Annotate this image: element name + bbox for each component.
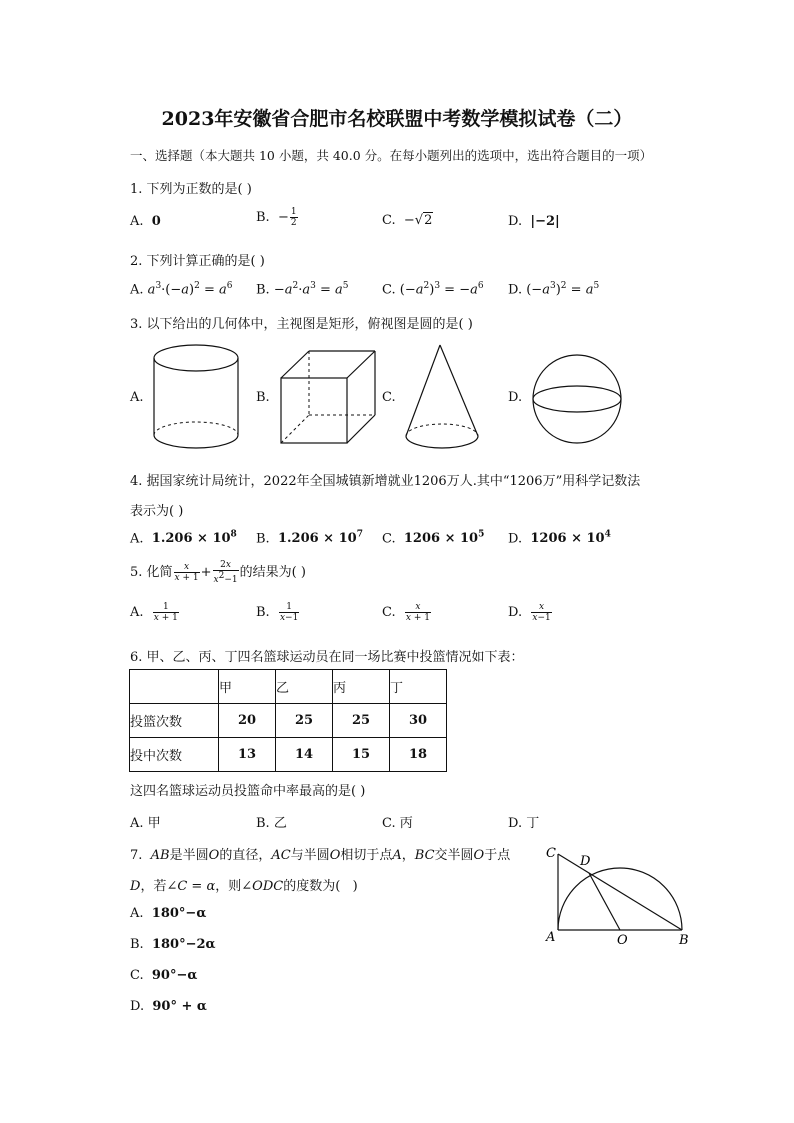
shooting-stats-table — [129, 669, 447, 772]
option-label: D. — [508, 282, 523, 298]
q7-option-d[interactable] — [130, 999, 207, 1014]
option-label: A. — [130, 906, 144, 921]
option-label: A. — [130, 531, 144, 547]
q5-option-d[interactable]: D. $\frac{x}{x-1}$ — [508, 602, 551, 623]
option-label: D. — [508, 531, 523, 547]
option-label: A. — [130, 605, 144, 620]
option-value: 180°−α — [151, 906, 207, 921]
q3-option-d-label[interactable]: D. — [508, 390, 523, 405]
option-value: 0 — [151, 214, 161, 229]
point-label-a: A — [546, 930, 556, 945]
q5-option-a[interactable]: A. $\frac{1}{x + 1}$ — [130, 602, 178, 623]
fraction: $\frac{1}{2}$ — [290, 207, 297, 228]
cone-figure — [402, 342, 484, 454]
q6-option-b[interactable]: B. 乙 — [256, 816, 287, 831]
point-label-c: C — [546, 846, 556, 861]
question-3-stem: 3. 以下给出的几何体中，主视图是矩形，俯视图是圆的是( ) — [130, 317, 473, 332]
q6-option-a[interactable]: A. 甲 — [130, 816, 161, 831]
question-5-stem: 5. 化简 $\frac{x}{x + 1}$ + $\frac{2x}{x^2-1}$ 的结果为( ) — [130, 560, 306, 585]
question-6-stem: 6. 甲、乙、丙、丁四名篮球运动员在同一场比赛中投篮情况如下表： — [130, 650, 524, 665]
option-label: C. — [130, 968, 144, 983]
q1-option-a[interactable] — [130, 214, 161, 229]
table-row-header: 投中次数 — [130, 738, 219, 772]
table-header-row — [130, 670, 447, 704]
q6-option-d[interactable]: D. 丁 — [508, 816, 540, 831]
table-cell — [130, 670, 219, 704]
fraction: $\frac{2x}{x^2-1}$ — [213, 560, 238, 585]
q4-option-d[interactable]: D. $1206 \times 10^4$ — [508, 530, 611, 547]
q7-option-a[interactable] — [130, 906, 206, 921]
option-label: A. — [130, 214, 144, 229]
question-2-stem: 2. 下列计算正确的是( ) — [130, 254, 265, 269]
cylinder-figure — [150, 340, 246, 455]
table-cell: 25 — [333, 704, 390, 738]
option-label: C. — [382, 213, 396, 228]
q3-option-b-label[interactable]: B. — [256, 390, 270, 405]
table-cell: 13 — [219, 738, 276, 772]
sphere-figure — [530, 352, 624, 446]
option-value: 180°−2α — [151, 937, 216, 952]
question-4-stem-line-1: 4. 据国家统计局统计，2022年全国城镇新增就业1206万人.其中“1206万”用科学记数法 — [130, 474, 641, 489]
q5-option-c[interactable]: C. $\frac{x}{x + 1}$ — [382, 602, 430, 623]
q3-option-c-label[interactable]: C. — [382, 390, 396, 405]
q2-option-b[interactable]: B. $-a^2\cdot a^3 = a^5$ — [256, 281, 349, 298]
q3-option-a-label[interactable]: A. — [130, 390, 144, 405]
table-cell: 25 — [276, 704, 333, 738]
q1-option-b[interactable]: B. − $\frac{1}{2}$ — [256, 207, 297, 228]
stem-text: 5. 化简 — [130, 565, 173, 580]
option-label: C. — [382, 282, 396, 298]
table-header-cell: 乙 — [276, 670, 333, 704]
question-1-stem: 1. 下列为正数的是( ) — [130, 182, 252, 197]
option-label: B. — [256, 210, 270, 225]
stem-text: 的结果为( ) — [239, 565, 306, 580]
table-header-cell: 丙 — [333, 670, 390, 704]
semicircle-geometry-figure — [540, 840, 700, 952]
table-cell: 30 — [390, 704, 447, 738]
option-label: B. — [256, 531, 270, 547]
option-label: D. — [130, 999, 145, 1014]
option-label: C. — [382, 605, 396, 620]
point-label-b: B — [679, 933, 689, 948]
table-row — [130, 738, 447, 772]
option-label: B. — [256, 605, 270, 620]
option-label: C. — [382, 531, 396, 547]
table-header-cell: 丁 — [390, 670, 447, 704]
option-value: 90°−α — [151, 968, 198, 983]
q2-option-c[interactable]: C. $(-a^2)^3 = -a^6$ — [382, 281, 484, 298]
question-4-stem-line-2: 表示为( ) — [130, 504, 184, 519]
q7-option-c[interactable] — [130, 968, 197, 983]
table-row-header: 投篮次数 — [130, 704, 219, 738]
option-label: D. — [508, 214, 523, 229]
table-cell: 14 — [276, 738, 333, 772]
q1-option-d[interactable] — [508, 214, 560, 229]
q1-option-c[interactable]: C. −√2 — [382, 213, 433, 228]
section-heading: 一、选择题（本大题共 10 小题，共 40.0 分。在每小题列出的选项中，选出符合题目的一项） — [130, 148, 653, 163]
option-label: D. — [508, 605, 523, 620]
q5-option-b[interactable]: B. $\frac{1}{x-1}$ — [256, 602, 299, 623]
question-7-stem-line-2: D，若∠C = α，则∠ODC的度数为( ) — [130, 879, 358, 894]
option-value: 90° + α — [152, 999, 207, 1014]
option-label: B. — [256, 282, 270, 298]
q2-option-a[interactable]: A. $a^3\cdot(-a)^2 = a^6$ — [130, 281, 233, 298]
q6-option-c[interactable]: C. 丙 — [382, 816, 413, 831]
table-cell: 20 — [219, 704, 276, 738]
point-label-d: D — [580, 854, 591, 869]
page-title: 2023年安徽省合肥市名校联盟中考数学模拟试卷（二） — [161, 108, 633, 130]
fraction: $\frac{x}{x + 1}$ — [174, 562, 199, 583]
option-value: |−2| — [530, 214, 560, 229]
q4-option-a[interactable]: A. $1.206 \times 10^8$ — [130, 530, 237, 547]
table-row — [130, 704, 447, 738]
question-6-followup: 这四名篮球运动员投篮命中率最高的是( ) — [130, 784, 366, 799]
option-label: A. — [130, 282, 144, 298]
table-header-cell: 甲 — [219, 670, 276, 704]
cube-figure — [276, 348, 380, 448]
table-cell: 15 — [333, 738, 390, 772]
question-7-stem-line-1: 7. AB是半圆O的直径，AC与半圆O相切于点A，BC交半圆O于点 — [130, 848, 511, 863]
table-cell: 18 — [390, 738, 447, 772]
q4-option-b[interactable]: B. $1.206 \times 10^7$ — [256, 530, 363, 547]
q7-option-b[interactable] — [130, 937, 216, 952]
q4-option-c[interactable]: C. $1206 \times 10^5$ — [382, 530, 485, 547]
q2-option-d[interactable]: D. $(-a^3)^2 = a^5$ — [508, 281, 600, 298]
point-label-o: O — [617, 933, 628, 948]
option-label: B. — [130, 937, 144, 952]
